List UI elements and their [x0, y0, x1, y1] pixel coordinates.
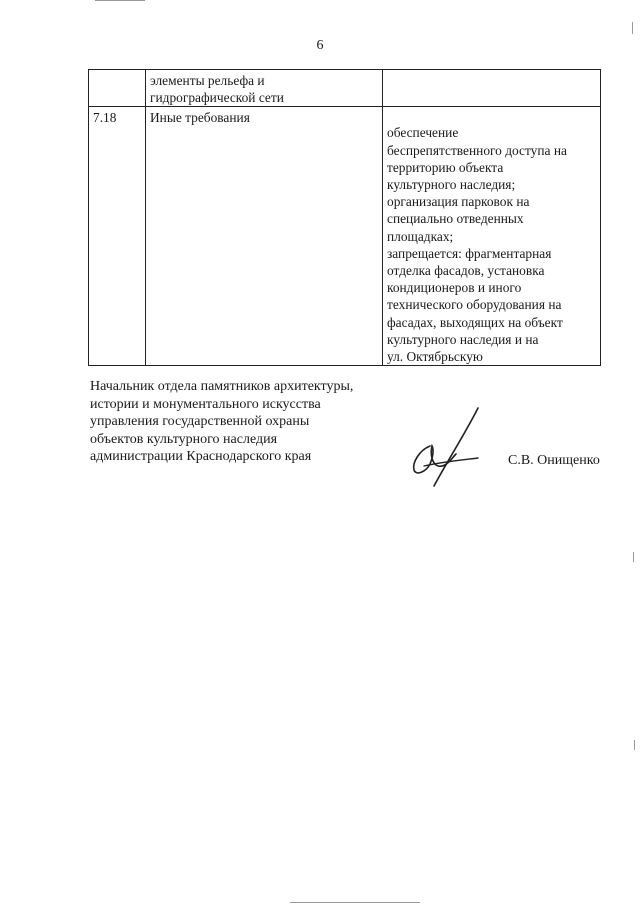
row-number: 7.18 — [93, 110, 117, 126]
row-name: элементы рельефа и гидрографической сети — [150, 73, 284, 106]
scan-edge-mark — [290, 902, 420, 903]
scan-edge-mark — [95, 0, 145, 1]
row-number-cell — [89, 107, 146, 366]
row-number-cell — [89, 70, 146, 107]
row-name: Иные требования — [150, 110, 250, 126]
requirements-table — [88, 69, 601, 366]
table-row — [89, 107, 601, 366]
scan-edge-mark — [632, 22, 633, 34]
row-value-cell — [383, 70, 601, 107]
row-name-cell — [146, 107, 383, 366]
row-value: обеспечение беспрепятственного доступа на территорию объекта культурного наследия; организация парковок на специально отведенных площадках; запрещается: фрагментарная отделка фасадов, установка кондиционеров и иного технического оборудования на фасадах, выходящих на объект культурного наследия и на ул. Октябрьскую — [387, 125, 567, 365]
page-number: 6 — [316, 38, 324, 53]
row-value-cell — [383, 107, 601, 366]
row-name-cell — [146, 70, 383, 107]
signer-position: Начальник отдела памятников архитектуры, истории и монументального искусства управления государственной охраны объектов культурного наследия администрации Краснодарского края — [90, 379, 354, 465]
signer-name: С.В. Онищенко — [508, 453, 600, 468]
scan-edge-mark — [634, 740, 635, 750]
table-row — [89, 70, 601, 107]
scan-edge-mark — [633, 552, 634, 562]
handwritten-signature — [400, 402, 490, 492]
